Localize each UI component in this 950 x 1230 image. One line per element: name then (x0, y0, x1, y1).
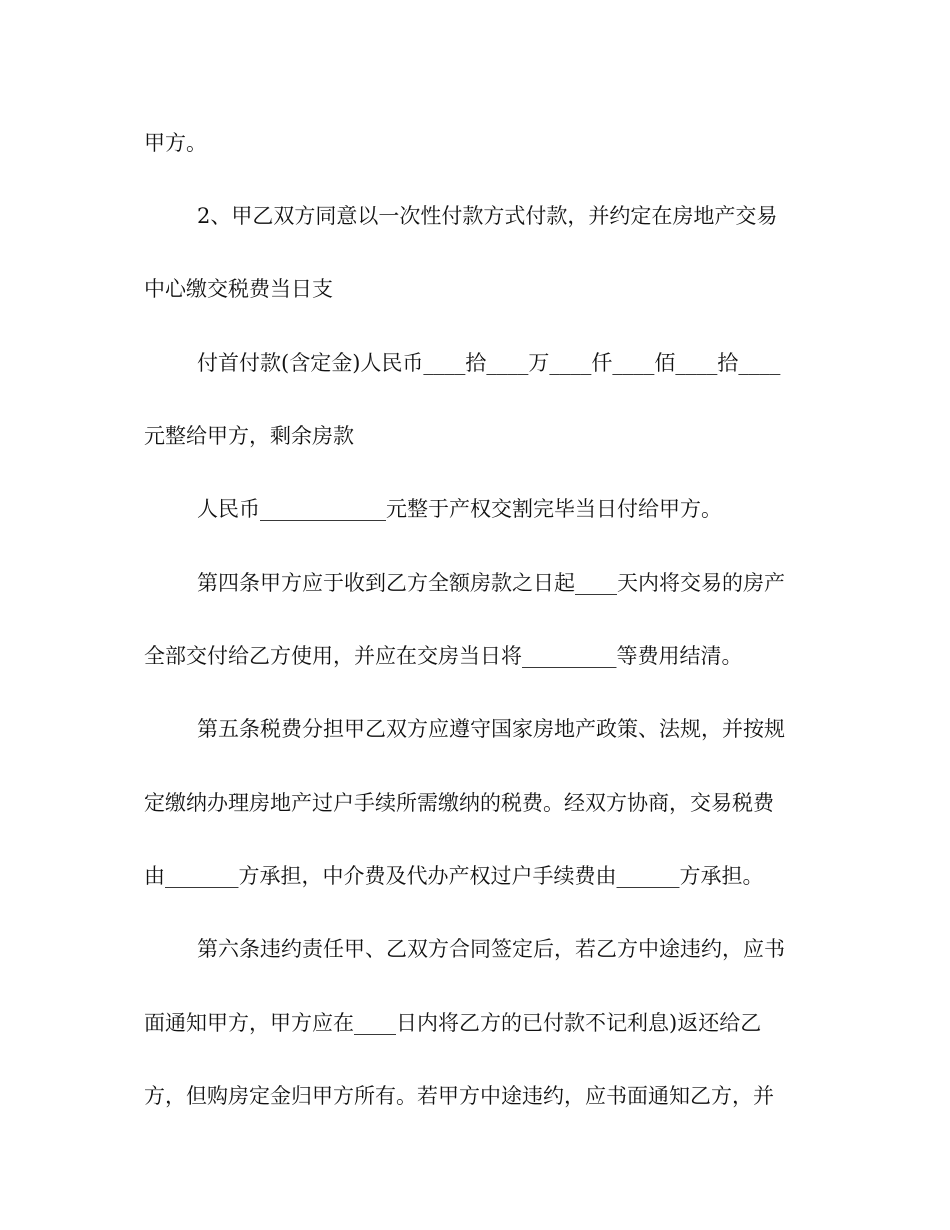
text-line: 人民币____________元整于产权交割完毕当日付给甲方。 (197, 497, 722, 521)
text-line: 由_______方承担，中介费及代办产权过户手续费由______方承担。 (144, 864, 764, 888)
text-line: 甲方。 (144, 131, 207, 155)
text-line: 中心缴交税费当日支 (144, 277, 333, 301)
text-line: 全部交付给乙方使用，并应在交房当日将_________等费用结清。 (144, 644, 743, 668)
text-line: 方，但购房定金归甲方所有。若甲方中途违约，应书面通知乙方，并 (144, 1084, 774, 1108)
text-line: 第六条违约责任甲、乙双方合同签定后，若乙方中途违约，应书 (197, 937, 785, 961)
text-line: 2、甲乙双方同意以一次性付款方式付款，并约定在房地产交易 (197, 204, 778, 228)
text-line: 第四条甲方应于收到乙方全额房款之日起____天内将交易的房产 (197, 571, 785, 595)
text-line: 面通知甲方，甲方应在____日内将乙方的已付款不记利息)返还给乙 (144, 1011, 762, 1035)
text-line: 定缴纳办理房地产过户手续所需缴纳的税费。经双方协商，交易税费 (144, 791, 774, 815)
text-line: 元整给甲方，剩余房款 (144, 424, 354, 448)
text-line: 第五条税费分担甲乙双方应遵守国家房地产政策、法规，并按规 (197, 717, 785, 741)
text-line: 付首付款(含定金)人民币____拾____万____仟____佰____拾____ (197, 351, 781, 375)
